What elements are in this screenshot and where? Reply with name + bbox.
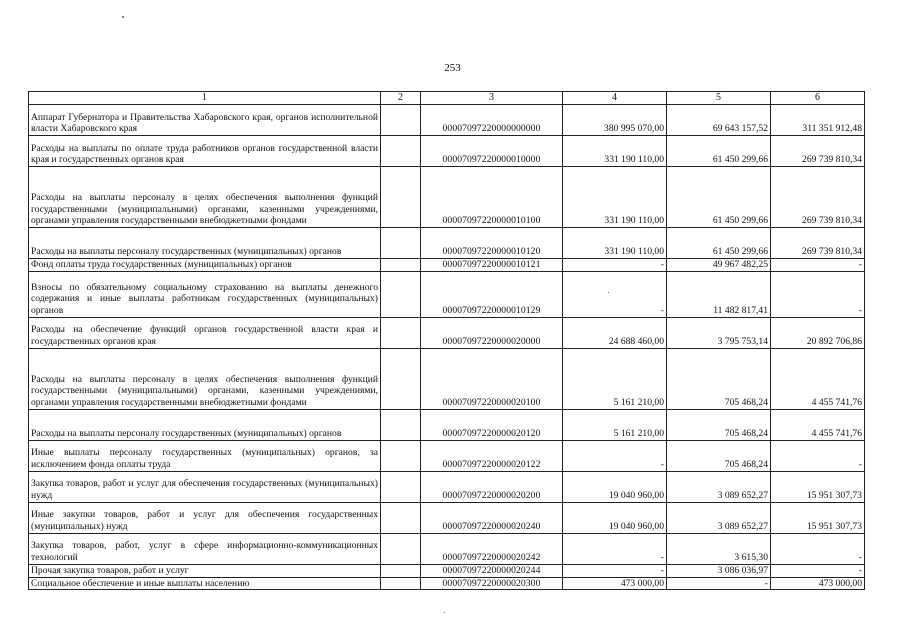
row-name-cell: Закупка товаров, работ, услуг в сфере информационно-коммуникационных технологий: [29, 533, 381, 564]
table-row: [29, 564, 865, 577]
row-name-cell: Расходы на выплаты персоналу в целях обеспечения выполнения функций государственными (муниципальными) органами, казенными учреждениями, органами управления государственными внебюджетными фондами: [29, 348, 381, 409]
row-code-cell: 00007097220000010000: [421, 136, 563, 167]
row-col5-cell: 69 643 157,52: [667, 105, 771, 136]
page-number: 253: [444, 62, 461, 74]
row-name-cell: Взносы по обязательному социальному страхованию на выплаты денежного содержания и иные выплаты работникам государственных (муниципальных) органов: [29, 271, 381, 317]
row-name-cell: Фонд оплаты труда государственных (муниципальных) органов: [29, 259, 381, 272]
row-name-cell: Расходы на выплаты по оплате труда работников органов государственной власти края и государственных органов края: [29, 136, 381, 167]
row-code-cell: 00007097220000020120: [421, 409, 563, 440]
column-header: 5: [667, 92, 771, 105]
row-col4-cell: 24 688 460,00: [563, 317, 667, 348]
row-name-cell: Расходы на обеспечение функций органов государственной власти края и государственных органов края: [29, 317, 381, 348]
scan-speck: [444, 612, 445, 613]
row-name-cell: Аппарат Губернатора и Правительства Хабаровского края, органов исполнительной власти Хабаровского края: [29, 105, 381, 136]
row-col6-cell: -: [771, 533, 865, 564]
row-code-cell: 00007097220000020244: [421, 564, 563, 577]
row-code-cell: 00007097220000020100: [421, 348, 563, 409]
row-col4-cell: 331 190 110,00: [563, 228, 667, 259]
row-col2-cell: [381, 502, 421, 533]
table-row: [29, 136, 865, 167]
table-row: [29, 348, 865, 409]
row-col4-cell: 5 161 210,00: [563, 348, 667, 409]
row-col2-cell: [381, 136, 421, 167]
row-code-cell: 00007097220000010100: [421, 167, 563, 228]
row-col2-cell: [381, 564, 421, 577]
row-col5-cell: 3 089 652,27: [667, 502, 771, 533]
row-code-cell: 00007097220000020242: [421, 533, 563, 564]
column-header: 4: [563, 92, 667, 105]
row-col4-cell: 19 040 960,00: [563, 471, 667, 502]
row-col2-cell: [381, 577, 421, 590]
row-col4-cell: -: [563, 564, 667, 577]
row-col6-cell: 4 455 741,76: [771, 348, 865, 409]
row-name-cell: Социальное обеспечение и иные выплаты населению: [29, 577, 381, 590]
row-code-cell: 00007097220000020000: [421, 317, 563, 348]
row-name-cell: Иные выплаты персоналу государственных (муниципальных) органов, за исключением фонда оплаты труда: [29, 440, 381, 471]
row-col5-cell: 11 482 817,41: [667, 271, 771, 317]
row-col4-cell: 5 161 210,00: [563, 409, 667, 440]
row-col6-cell: 20 892 706,86: [771, 317, 865, 348]
row-col2-cell: [381, 348, 421, 409]
row-col4-cell: -: [563, 271, 667, 317]
row-col5-cell: 3 615,30: [667, 533, 771, 564]
table-row: [29, 105, 865, 136]
row-col5-cell: 3 795 753,14: [667, 317, 771, 348]
table-row: [29, 471, 865, 502]
table-row: [29, 577, 865, 590]
table-row: [29, 533, 865, 564]
row-col6-cell: 15 951 307,73: [771, 502, 865, 533]
row-col2-cell: [381, 271, 421, 317]
row-col6-cell: 311 351 912,48: [771, 105, 865, 136]
row-col6-cell: -: [771, 271, 865, 317]
column-header: 3: [421, 92, 563, 105]
row-code-cell: 00007097220000020122: [421, 440, 563, 471]
row-code-cell: 00007097220000020240: [421, 502, 563, 533]
row-col4-cell: 380 995 070,00: [563, 105, 667, 136]
row-col6-cell: 269 739 810,34: [771, 136, 865, 167]
row-col6-cell: -: [771, 564, 865, 577]
row-col4-cell: 331 190 110,00: [563, 167, 667, 228]
row-col4-cell: 19 040 960,00: [563, 502, 667, 533]
row-code-cell: 00007097220000010121: [421, 259, 563, 272]
column-header: 6: [771, 92, 865, 105]
row-col6-cell: -: [771, 259, 865, 272]
row-code-cell: 00007097220000000000: [421, 105, 563, 136]
row-col4-cell: -: [563, 259, 667, 272]
table-row: [29, 502, 865, 533]
row-name-cell: Расходы на выплаты персоналу в целях обеспечения выполнения функций государственными (муниципальными) органами, казенными учреждениями, органами управления государственными внебюджетными фондами: [29, 167, 381, 228]
row-col2-cell: [381, 167, 421, 228]
table-row: [29, 259, 865, 272]
table-row: [29, 317, 865, 348]
table-header-row: [29, 92, 865, 105]
row-col6-cell: 15 951 307,73: [771, 471, 865, 502]
row-col4-cell: -: [563, 533, 667, 564]
row-col5-cell: 705 468,24: [667, 409, 771, 440]
row-col5-cell: -: [667, 577, 771, 590]
row-col2-cell: [381, 228, 421, 259]
row-col2-cell: [381, 471, 421, 502]
row-col5-cell: 3 086 036,97: [667, 564, 771, 577]
row-col6-cell: 473 000,00: [771, 577, 865, 590]
row-col2-cell: [381, 409, 421, 440]
row-col6-cell: 269 739 810,34: [771, 167, 865, 228]
table-row: [29, 228, 865, 259]
row-col2-cell: [381, 105, 421, 136]
table-row: [29, 409, 865, 440]
row-col2-cell: [381, 533, 421, 564]
row-col5-cell: 705 468,24: [667, 440, 771, 471]
row-code-cell: 00007097220000010129: [421, 271, 563, 317]
row-col6-cell: 4 455 741,76: [771, 409, 865, 440]
row-col2-cell: [381, 317, 421, 348]
row-col5-cell: 49 967 482,25: [667, 259, 771, 272]
row-col6-cell: -: [771, 440, 865, 471]
row-col4-cell: 473 000,00: [563, 577, 667, 590]
row-col4-cell: 331 190 110,00: [563, 136, 667, 167]
table-row: [29, 167, 865, 228]
table-row: [29, 271, 865, 317]
row-code-cell: 00007097220000010120: [421, 228, 563, 259]
row-name-cell: Расходы на выплаты персоналу государственных (муниципальных) органов: [29, 228, 381, 259]
row-name-cell: Закупка товаров, работ и услуг для обеспечения государственных (муниципальных) нужд: [29, 471, 381, 502]
row-col2-cell: [381, 440, 421, 471]
scan-speck: [122, 16, 124, 18]
row-col6-cell: 269 739 810,34: [771, 228, 865, 259]
row-col2-cell: [381, 259, 421, 272]
row-name-cell: Иные закупки товаров, работ и услуг для обеспечения государственных (муниципальных) нужд: [29, 502, 381, 533]
column-header: 1: [29, 92, 381, 105]
budget-table: [28, 91, 865, 590]
row-col5-cell: 61 450 299,66: [667, 228, 771, 259]
row-name-cell: Расходы на выплаты персоналу государственных (муниципальных) органов: [29, 409, 381, 440]
column-header: 2: [381, 92, 421, 105]
row-col5-cell: 705 468,24: [667, 348, 771, 409]
table-row: [29, 440, 865, 471]
row-code-cell: 00007097220000020200: [421, 471, 563, 502]
row-col5-cell: 61 450 299,66: [667, 167, 771, 228]
scan-speck: [608, 292, 609, 293]
row-col5-cell: 3 089 652,27: [667, 471, 771, 502]
row-name-cell: Прочая закупка товаров, работ и услуг: [29, 564, 381, 577]
row-col5-cell: 61 450 299,66: [667, 136, 771, 167]
row-col4-cell: -: [563, 440, 667, 471]
row-code-cell: 00007097220000020300: [421, 577, 563, 590]
